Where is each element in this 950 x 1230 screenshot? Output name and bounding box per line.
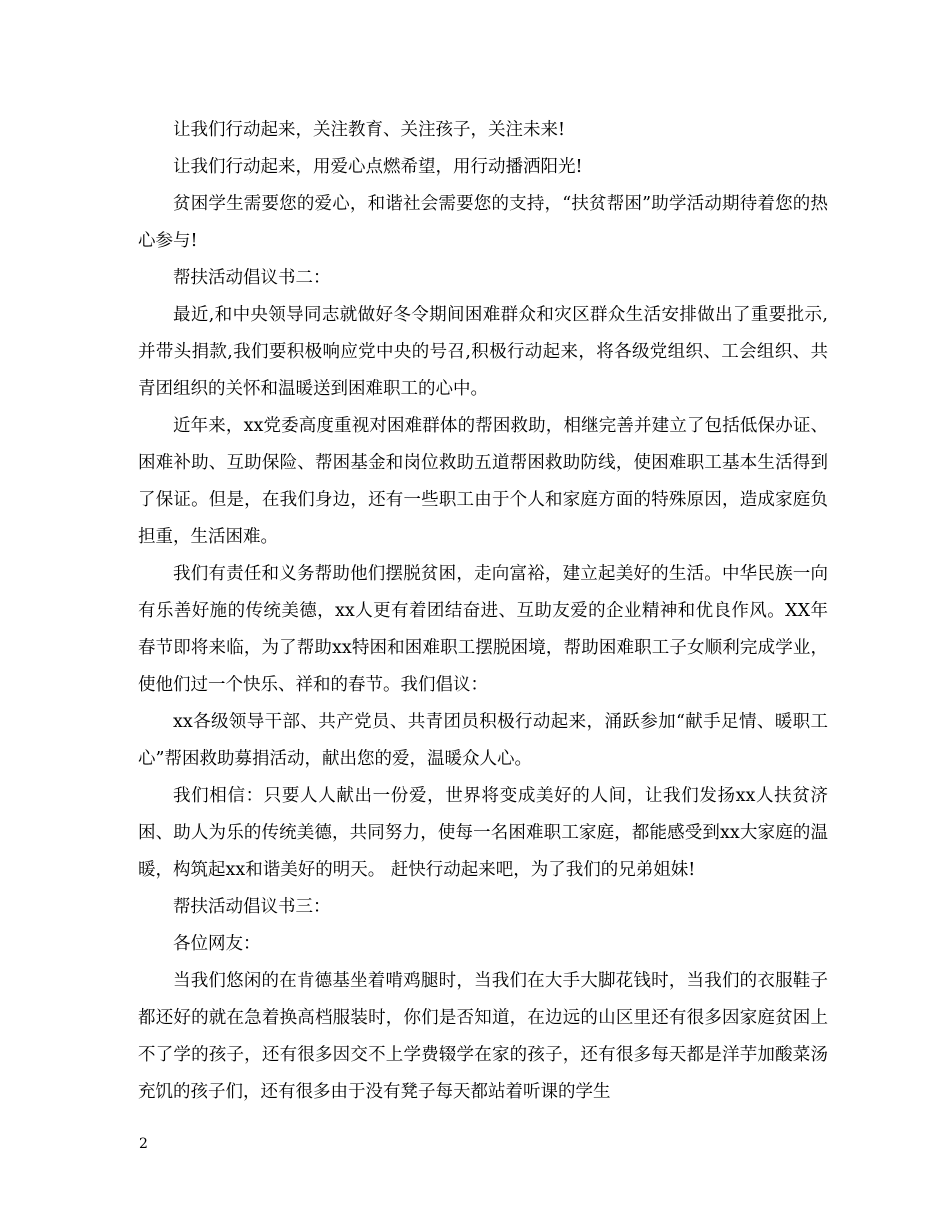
document-body — [138, 112, 828, 1111]
paragraph-recent-instructions: 最近,和中央领导同志就做好冬令期间困难群众和灾区群众生活安排做出了重要批示,并带头捐款,我们要积极响应党中央的号召,积极行动起来，将各级党组织、工会组织、共青团组织的关怀和温暖送到困难职工的心中。 — [138, 305, 828, 399]
paragraph-call-to-action-2: 让我们行动起来，用爱心点燃希望，用行动播洒阳光! — [173, 157, 583, 177]
paragraph-call-to-action-1: 让我们行动起来，关注教育、关注孩子，关注未来! — [173, 120, 566, 140]
paragraph-responsibility: 我们有责任和义务帮助他们摆脱贫困，走向富裕，建立起美好的生活。中华民族一向有乐善好施的传统美德，xx人更有着团结奋进、互助友爱的企业精神和优良作风。XX年春节即将来临，为了帮助xx特困和困难职工摆脱困境，帮助困难职工子女顺利完成学业，使他们过一个快乐、祥和的春节。我们倡议： — [138, 564, 828, 695]
paragraph-appeal-support: 贫困学生需要您的爱心，和谐社会需要您的支持，“扶贫帮困”助学活动期待着您的热心参与! — [138, 194, 828, 251]
paragraph-netizens-appeal: 当我们悠闲的在肯德基坐着啃鸡腿时，当我们在大手大脚花钱时，当我们的衣服鞋子都还好的就在急着换高档服装时，你们是否知道，在边远的山区里还有很多因家庭贫困上不了学的孩子，还有很多因交不上学费辍学在家的孩子，还有很多每天都是洋芋加酸菜汤充饥的孩子们，还有很多由于没有凳子每天都站着听课的学生 — [138, 971, 828, 1102]
salutation: 各位网友： — [173, 934, 261, 954]
paragraph-proposal: xx各级领导干部、共产党员、共青团员积极行动起来，涌跃参加“献手足情、暖职工心”帮困救助募捐活动，献出您的爱，温暖众人心。 — [138, 712, 828, 769]
section-heading-proposal-two: 帮扶活动倡议书二： — [173, 268, 331, 288]
section-heading-proposal-three: 帮扶活动倡议书三： — [173, 897, 331, 917]
page-number: 2 — [139, 1136, 148, 1152]
paragraph-belief: 我们相信：只要人人献出一份爱，世界将变成美好的人间，让我们发扬xx人扶贫济困、助人为乐的传统美德，共同努力，使每一名困难职工家庭，都能感受到xx大家庭的温暖，构筑起xx和谐美好的明天。 赶快行动起来吧，为了我们的兄弟姐妹! — [138, 786, 828, 880]
paragraph-recent-years: 近年来，xx党委高度重视对困难群体的帮困救助，相继完善并建立了包括低保办证、困难补助、互助保险、帮困基金和岗位救助五道帮困救助防线，使困难职工基本生活得到了保证。但是，在我们身边，还有一些职工由于个人和家庭方面的特殊原因，造成家庭负担重，生活困难。 — [138, 416, 828, 547]
